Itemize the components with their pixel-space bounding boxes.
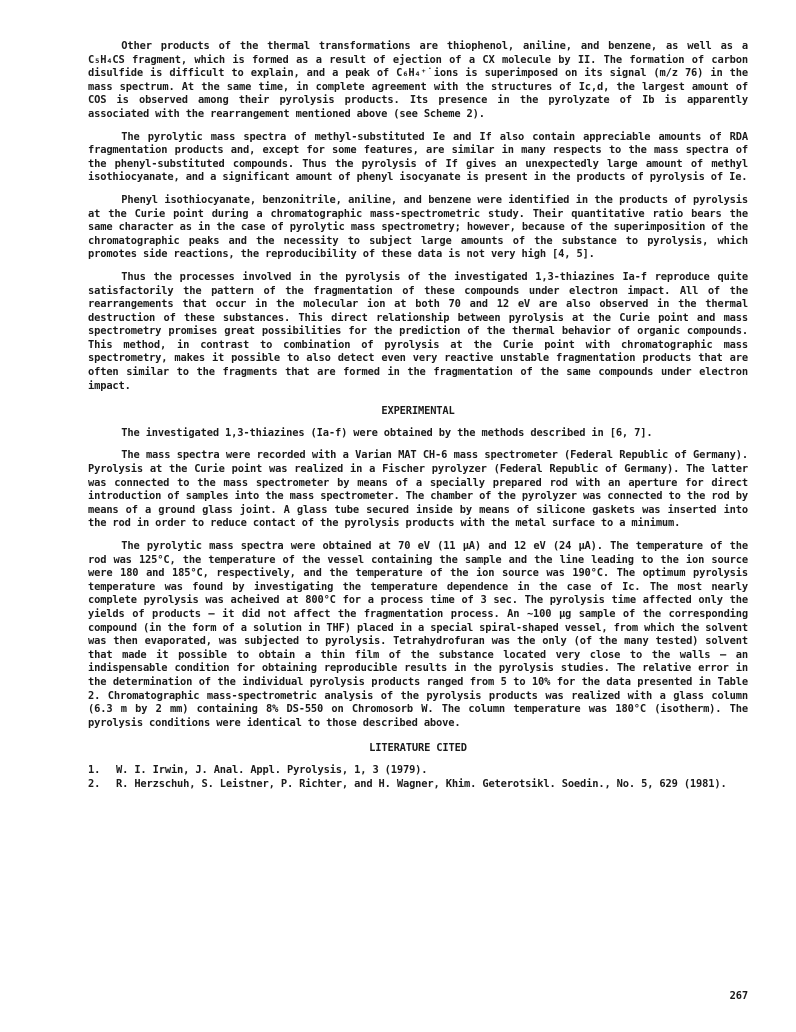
paragraph: The mass spectra were recorded with a Varian MAT CH-6 mass spectrometer (Federal Republic of Germany). Pyrolysis at the Curie point was realized in a Fischer pyrolyzer (Federal Republic of Germany). The latter was connected to the mass spectrometer by means of a specially prepared rod with an aperture for direct introduction of samples into the mass spectrometer. The chamber of the pyrolyzer was connected to the rod by means of a ground glass joint. A glass tube secured inside by means of silicone gaskets was inserted into the rod in order to reduce contact of the pyrolysis products with the metal surface to a minimum. <box>88 449 748 530</box>
paragraph: Other products of the thermal transformations are thiophenol, aniline, and benzene, as well as a C₅H₄CS fragment, which is formed as a result of ejection of a CX molecule by II. The formation of carbon disulfide is difficult to explain, and a peak of C₆H₄⁺̇ ions is superimposed on its signal (m/z 76) in the mass spectrum. At the same time, in complete agreement with the structures of Ic,d, the largest amount of COS is observed among their pyrolysis products. Its presence in the pyrolyzate of Ib is apparently associated with the rearrangement mentioned above (see Scheme 2). <box>88 40 748 120</box>
reference-item <box>88 764 748 778</box>
paragraph: The pyrolytic mass spectra were obtained at 70 eV (11 μA) and 12 eV (24 μA). The temperature of the rod was 125°C, the temperature of the vessel containing the sample and the line leading to the ion source were 180 and 185°C, respectively, and the temperature of the ion source was 190°C. The optimum pyrolysis temperature was found by investigating the temperature dependence in the case of Ic. The most nearly complete pyrolysis was acheived at 800°C for a process time of 3 sec. The pyrolysis time affected only the yields of products — it did not affect the fragmentation process. An ∼100 μg sample of the corresponding compound (in the form of a solution in THF) placed in a special spiral-shaped vessel, from which the solvent was then evaporated, was subjected to pyrolysis. Tetrahydrofuran was the only (of the many tested) solvent that made it possible to obtain a thin film of the substance located very close to the walls — an indispensable condition for obtaining reproducible results in the pyrolysis studies. The relative error in the determination of the individual pyrolysis products ranged from 5 to 10% for the data presented in Table 2. Chromatographic mass-spectrometric analysis of the pyrolysis products was realized with a glass column (6.3 m by 2 mm) containing 8% DS-550 on Chromosorb W. The column temperature was 180°C (isotherm). The pyrolysis conditions were identical to those described above. <box>88 540 748 729</box>
paragraph: Phenyl isothiocyanate, benzonitrile, aniline, and benzene were identified in the products of pyrolysis at the Curie point during a chromatographic mass-spectrometric study. Their quantitative ratio bears the same character as in the case of pyrolytic mass spectrometry; however, because of the superimposition of the chromatographic peaks and the necessity to subject large amounts of the substance to pyrolysis, which promotes side reactions, the reproducibility of these data is not very high [4, 5]. <box>88 193 748 261</box>
section-heading-literature: LITERATURE CITED <box>369 742 467 755</box>
reference-number: 2. <box>88 777 101 790</box>
reference-text: R. Herzschuh, S. Leistner, P. Richter, and H. Wagner, Khim. Geterotsikl. Soedin., No. 5, 629 (1981). <box>116 777 727 790</box>
paragraph: The investigated 1,3-thiazines (Ia-f) were obtained by the methods described in [6, 7]. <box>121 426 653 439</box>
reference-item <box>88 778 748 792</box>
page-number: 267 <box>729 990 748 1002</box>
paragraph: Thus the processes involved in the pyrolysis of the investigated 1,3-thiazines Ia-f reproduce quite satisfactorily the pattern of the fragmentation of these compounds under electron impact. All of the rearrangements that occur in the molecular ion at both 70 and 12 eV are also observed in the thermal destruction of these substances. This direct relationship between pyrolysis at the Curie point and mass spectrometry promises great possibilities for the prediction of the thermal behavior of organic compounds. This method, in contrast to combination of pyrolysis at the Curie point with chromatographic mass spectrometry, makes it possible to also detect even very reactive unstable fragmentation products that are often similar to the fragments that are formed in the fragmentation of the same compounds under electron impact. <box>88 270 748 392</box>
reference-text: W. I. Irwin, J. Anal. Appl. Pyrolysis, 1, 3 (1979). <box>116 763 428 776</box>
reference-number: 1. <box>88 763 101 776</box>
paragraph: The pyrolytic mass spectra of methyl-substituted Ie and If also contain appreciable amounts of RDA fragmentation products and, except for some features, are similar in many respects to the mass spectra of the phenyl-substituted compounds. Thus the pyrolysis of If gives an unexpectedly large amount of methyl isothiocyanate, and a significant amount of phenyl isocyanate is present in the products of pyrolysis of Ie. <box>88 130 748 184</box>
text-column <box>88 40 748 791</box>
reference-list <box>88 764 748 791</box>
section-heading-experimental: EXPERIMENTAL <box>381 405 455 418</box>
